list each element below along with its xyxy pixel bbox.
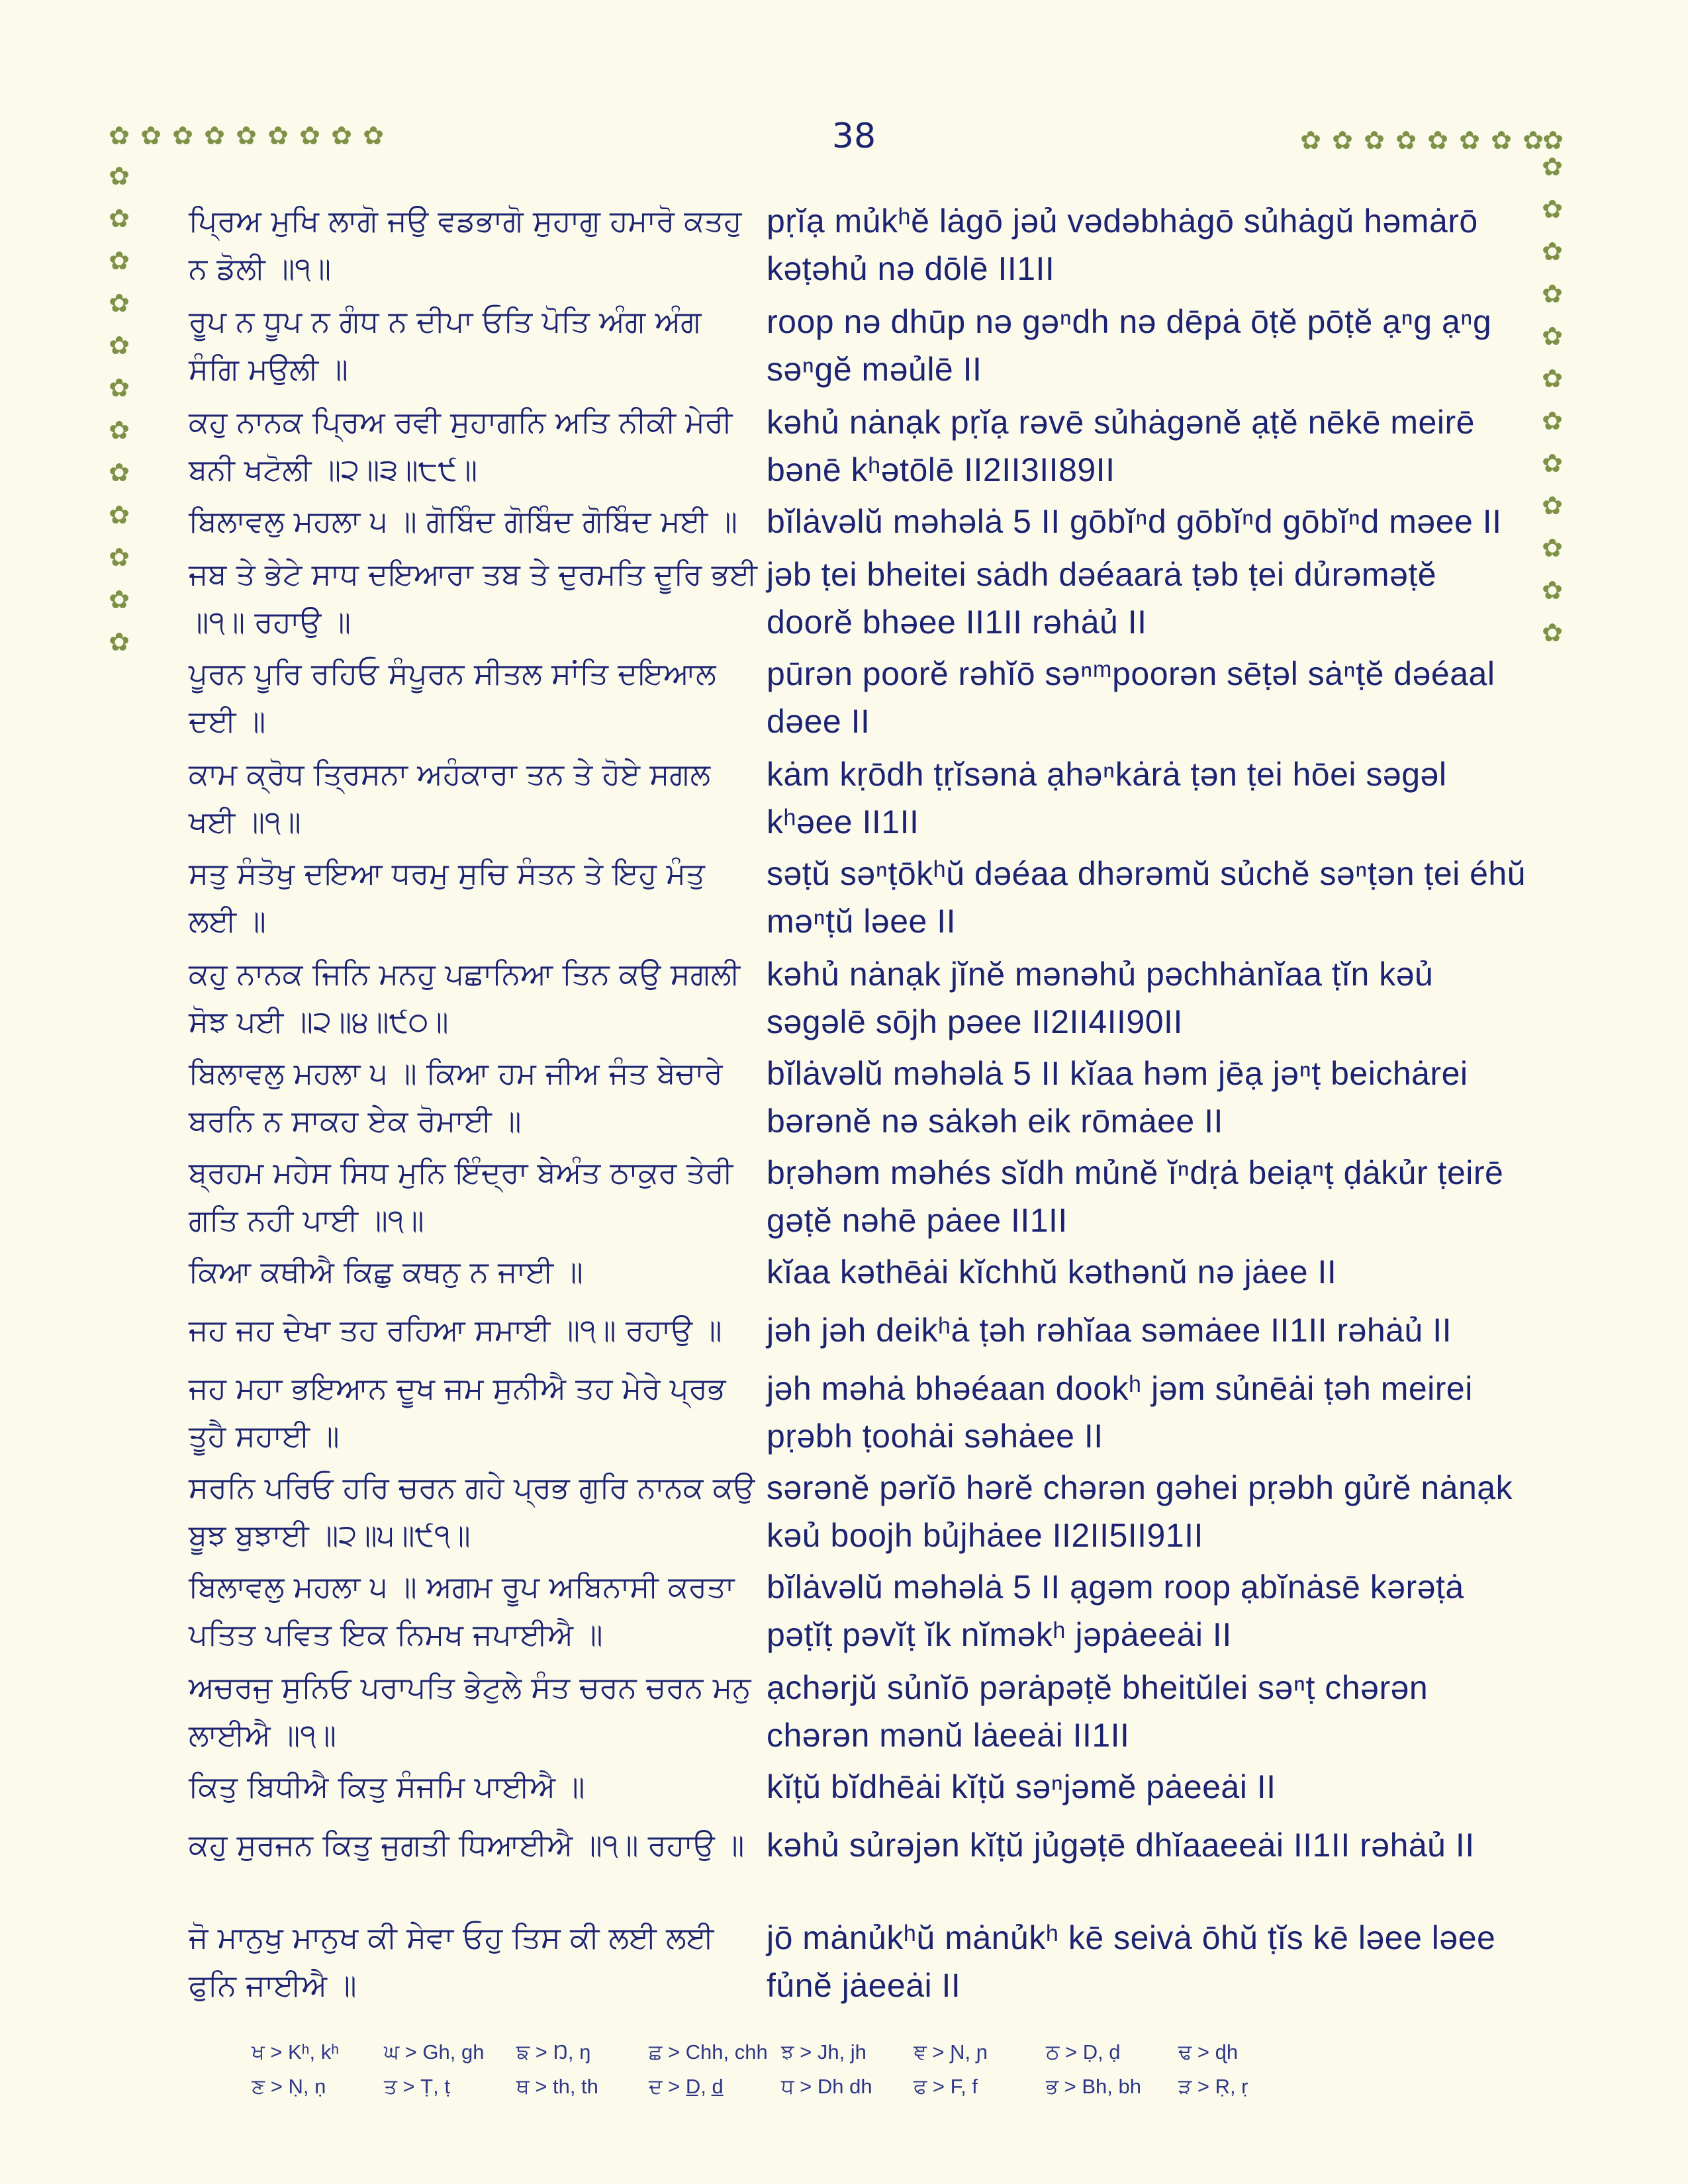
transliteration-text: kĭṭŭ bĭdhēȧi kĭṭŭ səⁿjəmĕ pȧeeȧi II bbox=[767, 1768, 1276, 1805]
gurmukhi-text: ਸਰਨਿ ਪਰਿਓ ਹਰਿ ਚਰਨ ਗਹੇ ਪ੍ਰਭ ਗੁਰਿ ਨਾਨਕ ਕਉ ਬੂਝ ਬੁਝਾਈ ॥੨॥੫॥੯੧॥ bbox=[189, 1470, 755, 1553]
flower-icon: ✿ bbox=[109, 373, 130, 402]
transliteration-text: jō mȧnủkʰŭ mȧnủkʰ kē seivȧ ōhŭ ṭĭs kē ləee ləee fủnĕ jȧeeȧi II bbox=[767, 1919, 1496, 2004]
flower-icon: ✿ bbox=[1542, 279, 1563, 308]
verse-row bbox=[189, 1563, 1529, 1664]
flower-icon: ✿ bbox=[1300, 126, 1321, 155]
gurmukhi-text: ਰੂਪ ਨ ਧੂਪ ਨ ਗੰਧ ਨ ਦੀਪਾ ਓਤਿ ਪੋਤਿ ਅੰਗ ਅੰਗ ਸੰਗਿ ਮਉਲੀ ॥ bbox=[189, 304, 702, 387]
transliteration-text: bĭlȧvəlŭ məhəlȧ 5 II kĭaa həm jēạ jəⁿṭ beichȧrei bərənĕ nə sȧkəh eik rōmȧee II bbox=[767, 1055, 1468, 1140]
key-entry: ਦ > D̲, d̲ bbox=[649, 2074, 724, 2098]
flower-icon: ✿ bbox=[1523, 126, 1544, 155]
gurmukhi-text: ਸਤੁ ਸੰਤੋਖੁ ਦਇਆ ਧਰਮੁ ਸੁਚਿ ਸੰਤਨ ਤੇ ਇਹੁ ਮੰਤੁ ਲਈ ॥ bbox=[189, 856, 705, 938]
flower-icon: ✿ bbox=[299, 121, 320, 150]
verse-row bbox=[189, 1365, 1529, 1464]
gurmukhi-text: ਕਹੁ ਸੁਰਜਨ ਕਿਤੁ ਜੁਗਤੀ ਧਿਆਈਐ ॥੧॥ ਰਹਾਉ ॥ bbox=[189, 1827, 745, 1862]
gurmukhi-text: ਜਹ ਮਹਾ ਭਇਆਨ ਦੂਖ ਜਮ ਸੁਨੀਐ ਤਹ ਮੇਰੇ ਪ੍ਰਭ ਤੂਹੈ ਸਹਾਈ ॥ bbox=[189, 1371, 726, 1453]
flower-icon: ✿ bbox=[109, 627, 130, 657]
verse-row bbox=[189, 1306, 1529, 1365]
flower-icon: ✿ bbox=[109, 289, 130, 318]
verse-row bbox=[189, 1914, 1529, 2013]
verse-table bbox=[189, 197, 1529, 2013]
transliteration-text: jəh jəh deikʰȧ ṭəh rəhĭaa səmȧee II1II rəhȧủ II bbox=[767, 1312, 1452, 1349]
key-entry: ਙ > Ŋ, ŋ bbox=[516, 2040, 591, 2064]
key-entry: ੜ > Ṛ, ṛ bbox=[1178, 2074, 1248, 2098]
gurmukhi-text: ਜੋ ਮਾਨੁਖੁ ਮਾਨੁਖ ਕੀ ਸੇਵਾ ਓਹੁ ਤਿਸ ਕੀ ਲਈ ਲਈ ਫੁਨਿ ਜਾਈਐ ॥ bbox=[189, 1920, 714, 2003]
verse-row bbox=[189, 850, 1529, 950]
gurmukhi-text: ਕਿਆ ਕਥੀਐ ਕਿਛੁ ਕਥਨੁ ਨ ਜਾਈ ॥ bbox=[189, 1254, 583, 1289]
gurmukhi-text: ਕਿਤੁ ਬਿਧੀਐ ਕਿਤੁ ਸੰਜਮਿ ਪਾਈਐ ॥ bbox=[189, 1769, 585, 1804]
flower-icon: ✿ bbox=[1542, 152, 1563, 181]
key-entry: ਣ > Ṇ, ṇ bbox=[252, 2074, 326, 2098]
transliteration-text: roop nə dhūp nə gəⁿdh nə dēpȧ ōṭĕ pōṭĕ ạⁿg ạⁿg səⁿgĕ məủlē II bbox=[767, 303, 1492, 388]
flower-icon: ✿ bbox=[109, 161, 130, 191]
flower-icon: ✿ bbox=[172, 121, 193, 150]
verse-row bbox=[189, 650, 1529, 751]
transliteration-text: kĭaa kəthēȧi kĭchhŭ kəthənŭ nə jȧee II bbox=[767, 1253, 1337, 1291]
transliteration-text: səṭŭ səⁿṭōkʰŭ dəéaa dhərəmŭ sủchĕ səⁿṭən ṭei éhŭ məⁿṭŭ ləee II bbox=[767, 855, 1526, 940]
verse-row bbox=[189, 950, 1529, 1050]
gurmukhi-text: ਜਹ ਜਹ ਦੇਖਾ ਤਹ ਰਹਿਆ ਸਮਾਈ ॥੧॥ ਰਹਾਉ ॥ bbox=[189, 1312, 722, 1347]
transliteration-text: pūrən poorĕ rəhĭō səⁿᵐpoorən sēṭəl sȧⁿṭĕ dəéaal dəee II bbox=[767, 655, 1495, 740]
flower-icon: ✿ bbox=[1542, 618, 1563, 647]
flower-icon: ✿ bbox=[109, 204, 130, 233]
key-row bbox=[252, 2035, 1443, 2070]
flower-icon: ✿ bbox=[1542, 406, 1563, 435]
flower-icon: ✿ bbox=[1491, 126, 1512, 155]
gurmukhi-text: ਬਿਲਾਵਲੁ ਮਹਲਾ ੫ ॥ ਅਗਮ ਰੂਪ ਅਬਿਨਾਸੀ ਕਰਤਾ ਪਤਿਤ ਪਵਿਤ ਇਕ ਨਿਮਖ ਜਪਾਈਐ ॥ bbox=[189, 1569, 735, 1652]
flower-icon: ✿ bbox=[1542, 533, 1563, 563]
verse-row bbox=[189, 1149, 1529, 1248]
verse-row bbox=[189, 498, 1529, 551]
flower-icon: ✿ bbox=[236, 121, 257, 150]
flower-icon: ✿ bbox=[1542, 237, 1563, 266]
flower-icon: ✿ bbox=[1542, 576, 1563, 605]
transliteration-text: kȧm kṛōdh ṭṛĭsənȧ ạhəⁿkȧrȧ ṭən ṭei hōei səgəl kʰəee II1II bbox=[767, 756, 1447, 841]
flower-icon: ✿ bbox=[109, 246, 130, 275]
verse-row bbox=[189, 1664, 1529, 1763]
transliteration-text: jəb ṭei bheitei sȧdh dəéaarȧ ṭəb ṭei dủrəməṭĕ doorĕ bhəee II1II rəhȧủ II bbox=[767, 556, 1437, 641]
key-entry: ਛ > Chh, chh bbox=[649, 2040, 768, 2064]
gurmukhi-text: ਪ੍ਰਿਅ ਮੁਖਿ ਲਾਗੋ ਜਉ ਵਡਭਾਗੋ ਸੁਹਾਗੁ ਹਮਾਰੋ ਕਤਹੁ ਨ ਡੋਲੀ ॥੧॥ bbox=[189, 203, 742, 286]
gurmukhi-text: ਬਿਲਾਵਲੁ ਮਹਲਾ ੫ ॥ ਗੋਬਿੰਦ ਗੋਬਿੰਦ ਗੋਬਿੰਦ ਮਈ ॥ bbox=[189, 504, 737, 539]
flower-icon: ✿ bbox=[363, 121, 384, 150]
gurmukhi-text: ਬਿਲਾਵਲੁ ਮਹਲਾ ੫ ॥ ਕਿਆ ਹਮ ਜੀਅ ਜੰਤ ਬੇਚਾਰੇ ਬਰਨਿ ਨ ਸਾਕਹ ਏਕ ਰੋਮਾਈ ॥ bbox=[189, 1056, 723, 1138]
verse-row bbox=[189, 1464, 1529, 1563]
key-entry: ਭ > Bh, bh bbox=[1046, 2074, 1141, 2098]
flower-icon: ✿ bbox=[1542, 364, 1563, 393]
flower-icon: ✿ bbox=[1395, 126, 1417, 155]
verse-row bbox=[189, 751, 1529, 850]
flower-icon: ✿ bbox=[1332, 126, 1353, 155]
transliteration-key bbox=[252, 2035, 1443, 2104]
flower-icon: ✿ bbox=[1459, 126, 1480, 155]
flower-icon: ✿ bbox=[267, 121, 289, 150]
key-entry: ਧ > Dh dh bbox=[781, 2074, 872, 2098]
transliteration-text: kəhủ nȧnạk jĭnĕ mənəhủ pəchhȧnĭaa ṭĭn kəủ səgəlē sōjh pəee II2II4II90II bbox=[767, 956, 1434, 1040]
key-entry: ਠ > Ḍ, ḍ bbox=[1046, 2040, 1121, 2064]
key-entry: ਢ > ɖh bbox=[1178, 2040, 1239, 2064]
transliteration-text: sərənĕ pərĭō hərĕ chərən gəhei pṛəbh gủrĕ nȧnạk kəủ boojh bủjhȧee II2II5II91II bbox=[767, 1469, 1513, 1554]
flower-icon: ✿ bbox=[109, 416, 130, 445]
key-entry: ਞ > Ɲ, ɲ bbox=[914, 2040, 988, 2064]
flower-icon: ✿ bbox=[1542, 491, 1563, 520]
verse-row bbox=[189, 298, 1529, 398]
key-entry: ਫ > F, f bbox=[914, 2074, 978, 2098]
flower-icon: ✿ bbox=[1364, 126, 1385, 155]
flower-icon: ✿ bbox=[140, 121, 162, 150]
verse-row bbox=[189, 398, 1529, 498]
transliteration-text: pṛĭạ mủkʰĕ lȧgō jəủ vədəbhȧgō sủhȧgŭ həmȧrō kəṭəhủ nə dōlē II1II bbox=[767, 203, 1478, 287]
key-entry: ਥ > th, th bbox=[516, 2074, 598, 2098]
gurmukhi-text: ਕਹੁ ਨਾਨਕ ਪ੍ਰਿਅ ਰਵੀ ਸੁਹਾਗਨਿ ਅਤਿ ਨੀਕੀ ਮੇਰੀ ਬਨੀ ਖਟੋਲੀ ॥੨॥੩॥੮੯॥ bbox=[189, 404, 733, 487]
flower-icon: ✿ bbox=[1542, 449, 1563, 478]
gurmukhi-text: ਜਬ ਤੇ ਭੇਟੇ ਸਾਧ ਦਇਆਰਾ ਤਬ ਤੇ ਦੁਰਮਤਿ ਦੂਰਿ ਭਈ ॥੧॥ ਰਹਾਉ ॥ bbox=[189, 557, 758, 639]
key-entry: ਤ > Ṭ, ṭ bbox=[384, 2074, 450, 2098]
transliteration-text: kəhủ sủrəjən kĭṭŭ jủgəṭē dhĭaaeeȧi II1II rəhȧủ II bbox=[767, 1827, 1475, 1864]
flower-icon: ✿ bbox=[1542, 322, 1563, 351]
key-entry: ਖ > Kʰ, kʰ bbox=[252, 2040, 340, 2064]
gurmukhi-text: ਅਚਰਜੁ ਸੁਨਿਓ ਪਰਾਪਤਿ ਭੇਟੁਲੇ ਸੰਤ ਚਰਨ ਚਰਨ ਮਨੁ ਲਾਈਐ ॥੧॥ bbox=[189, 1670, 751, 1752]
verse-row bbox=[189, 551, 1529, 650]
transliteration-text: bĭlȧvəlŭ məhəlȧ 5 II gōbĭⁿd gōbĭⁿd gōbĭⁿd məee II bbox=[767, 503, 1502, 540]
page-number: 38 bbox=[831, 116, 876, 156]
verse-row bbox=[189, 197, 1529, 298]
flower-icon: ✿ bbox=[109, 500, 130, 529]
gurmukhi-text: ਪੂਰਨ ਪੂਰਿ ਰਹਿਓ ਸੰਪੂਰਨ ਸੀਤਲ ਸਾਂਤਿ ਦਇਆਲ ਦਈ ॥ bbox=[189, 656, 716, 739]
flower-icon: ✿ bbox=[331, 121, 352, 150]
gurmukhi-text: ਕਾਮ ਕ੍ਰੋਧ ਤ੍ਰਿਸਨਾ ਅਹੰਕਾਰਾ ਤਨ ਤੇ ਹੋਏ ਸਗਲ ਖਈ ॥੧॥ bbox=[189, 756, 711, 839]
transliteration-text: bṛəhəm məhés sĭdh mủnĕ ĭⁿdṛȧ beiạⁿṭ ḍȧkủr ṭeirē gəṭĕ nəhē pȧee II1II bbox=[767, 1154, 1504, 1239]
flower-icon: ✿ bbox=[109, 121, 130, 150]
key-row bbox=[252, 2070, 1443, 2104]
flower-icon: ✿ bbox=[109, 585, 130, 614]
key-entry: ਝ > Jh, jh bbox=[781, 2040, 867, 2064]
transliteration-text: bĭlȧvəlŭ məhəlȧ 5 II ạgəm roop ạbĭnȧsē kərəṭȧ pəṭĭṭ pəvĭṭ ĭk nĭməkʰ jəpȧeeȧi II bbox=[767, 1569, 1464, 1653]
transliteration-text: kəhủ nȧnạk pṛĭạ rəvē sủhȧgənĕ ạṭĕ nēkē meirē bənē kʰətōlē II2II3II89II bbox=[767, 404, 1475, 488]
verse-row bbox=[189, 1050, 1529, 1149]
transliteration-text: jəh məhȧ bhəéaan dookʰ jəm sủnēȧi ṭəh meirei pṛəbh ṭoohȧi səhȧee II bbox=[767, 1370, 1473, 1455]
verse-row bbox=[189, 1763, 1529, 1821]
verse-row bbox=[189, 1821, 1529, 1914]
flower-icon: ✿ bbox=[204, 121, 225, 150]
flower-icon: ✿ bbox=[1542, 126, 1564, 155]
flower-icon: ✿ bbox=[109, 331, 130, 360]
transliteration-text: ạchərjŭ sủnĭō pərȧpəṭĕ bheitŭlei səⁿṭ chərən chərən mənŭ lȧeeȧi II1II bbox=[767, 1669, 1429, 1754]
verse-row bbox=[189, 1248, 1529, 1306]
flower-icon: ✿ bbox=[1427, 126, 1448, 155]
flower-icon: ✿ bbox=[1542, 195, 1563, 224]
gurmukhi-text: ਬ੍ਰਹਮ ਮਹੇਸ ਸਿਧ ਮੁਨਿ ਇੰਦ੍ਰਾ ਬੇਅੰਤ ਠਾਕੁਰ ਤੇਰੀ ਗਤਿ ਨਹੀ ਪਾਈ ॥੧॥ bbox=[189, 1155, 733, 1238]
flower-icon: ✿ bbox=[109, 543, 130, 572]
flower-icon: ✿ bbox=[109, 458, 130, 487]
gurmukhi-text: ਕਹੁ ਨਾਨਕ ਜਿਨਿ ਮਨਹੁ ਪਛਾਨਿਆ ਤਿਨ ਕਉ ਸਗਲੀ ਸੋਝ ਪਈ ॥੨॥੪॥੯੦॥ bbox=[189, 956, 741, 1039]
key-entry: ਘ > Gh, gh bbox=[384, 2040, 485, 2064]
